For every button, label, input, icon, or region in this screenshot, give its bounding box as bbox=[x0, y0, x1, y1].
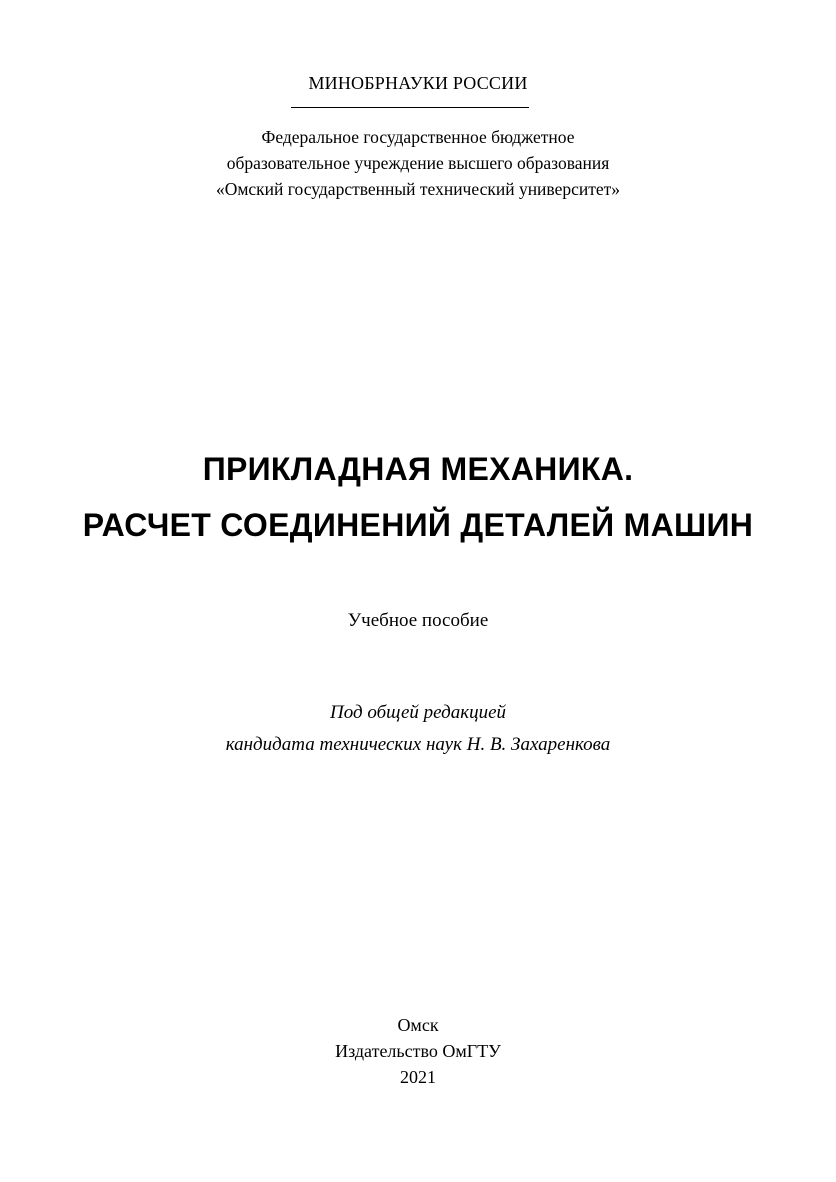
imprint-year: 2021 bbox=[400, 1067, 436, 1087]
title-line-2: РАСЧЕТ СОЕДИНЕНИЙ ДЕТАЛЕЙ МАШИН bbox=[82, 507, 754, 543]
institution-line-2: образовательное учреждение высшего образования bbox=[226, 153, 610, 173]
editor-line-2: кандидата технических наук Н. В. Захаренкова bbox=[225, 734, 611, 755]
editor-line-1: Под общей редакцией bbox=[329, 702, 507, 723]
ministry-divider bbox=[291, 107, 529, 108]
imprint-publisher: Издательство ОмГТУ bbox=[335, 1041, 501, 1061]
document-title bbox=[0, 441, 836, 553]
imprint bbox=[0, 1012, 836, 1090]
editor-credit bbox=[0, 697, 836, 761]
ministry-name: МИНОБРНАУКИ РОССИИ bbox=[308, 73, 528, 93]
institution-line-3: «Омский государственный технический университет» bbox=[215, 179, 621, 199]
imprint-city: Омск bbox=[397, 1015, 439, 1035]
institution-name bbox=[0, 124, 836, 202]
document-type: Учебное пособие bbox=[347, 610, 489, 631]
institution-line-1: Федеральное государственное бюджетное bbox=[261, 127, 575, 147]
title-line-1: ПРИКЛАДНАЯ МЕХАНИКА. bbox=[202, 451, 634, 487]
